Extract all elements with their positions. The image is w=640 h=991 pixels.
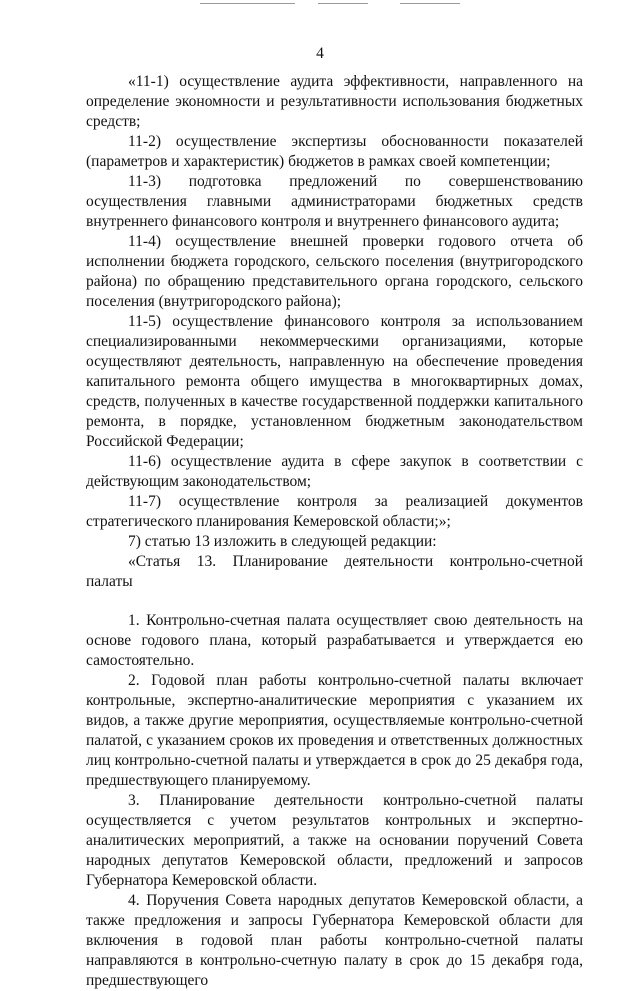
- paragraph-11-1: «11-1) осуществление аудита эффективности, направленного на определение экономности и результативности использования бюджетных средств;: [86, 73, 583, 130]
- scan-top-rule: [400, 3, 460, 4]
- page-number: 4: [316, 45, 324, 62]
- scan-top-rule: [200, 3, 295, 4]
- paragraph-11-5: 11-5) осуществление финансового контроля за использованием специализированными некоммерческими организациями, которые осуществляют деятельность, направленную на обеспечение проведения капитального ремонта общего имущества в многоквартирных домах, средств, полученных в качестве государственной поддержки капитального ремонта, в порядке, установленном бюджетным законодательством Российской Федерации;: [86, 313, 583, 450]
- article-13-heading: «Статья 13. Планирование деятельности контрольно-счетной палаты: [86, 553, 583, 590]
- document-body: [86, 72, 583, 991]
- article-13-clause-4: 4. Поручения Совета народных депутатов Кемеровской области, а также предложения и запросы Губернатора Кемеровской области для включения в годовой план работы контрольно-счетной палаты направляются в контрольно-счетную палату в срок до 15 декабря года, предшествующего: [86, 892, 583, 989]
- article-13-clause-2: 2. Годовой план работы контрольно-счетной палаты включает контрольные, экспертно-аналитические мероприятия с указанием их видов, а также другие мероприятия, осуществляемые контрольно-счетной палатой, с указанием сроков их проведения и ответственных должностных лиц контрольно-счетной палаты и утверждается в срок до 25 декабря года, предшествующего планируемому.: [86, 672, 583, 789]
- scan-top-rule: [318, 3, 368, 4]
- paragraph-11-7: 11-7) осуществление контроля за реализацией документов стратегического планирования Кемеровской области;»;: [86, 493, 583, 530]
- paragraph-11-4: 11-4) осуществление внешней проверки годового отчета об исполнении бюджета городского, сельского поселения (внутригородского района) по обращению представительного органа городского, сельского поселения (внутригородского района);: [86, 233, 583, 310]
- paragraph-item-7: 7) статью 13 изложить в следующей редакции:: [128, 533, 437, 550]
- paragraph-11-3: 11-3) подготовка предложений по совершенствованию осуществления главными администраторами бюджетных средств внутреннего финансового контроля и внутреннего финансового аудита;: [86, 173, 583, 230]
- paragraph-11-6: 11-6) осуществление аудита в сфере закупок в соответствии с действующим законодательством;: [86, 453, 583, 490]
- paragraph-11-2: 11-2) осуществление экспертизы обоснованности показателей (параметров и характеристик) бюджетов в рамках своей компетенции;: [86, 133, 583, 170]
- article-13-clause-3: 3. Планирование деятельности контрольно-счетной палаты осуществляется с учетом результатов контрольных и экспертно-аналитических мероприятий, а также на основании поручений Совета народных депутатов Кемеровской области, предложений и запросов Губернатора Кемеровской области.: [86, 792, 583, 889]
- article-13-clause-1: 1. Контрольно-счетная палата осуществляет свою деятельность на основе годового плана, который разрабатывается и утверждается ею самостоятельно.: [86, 612, 583, 669]
